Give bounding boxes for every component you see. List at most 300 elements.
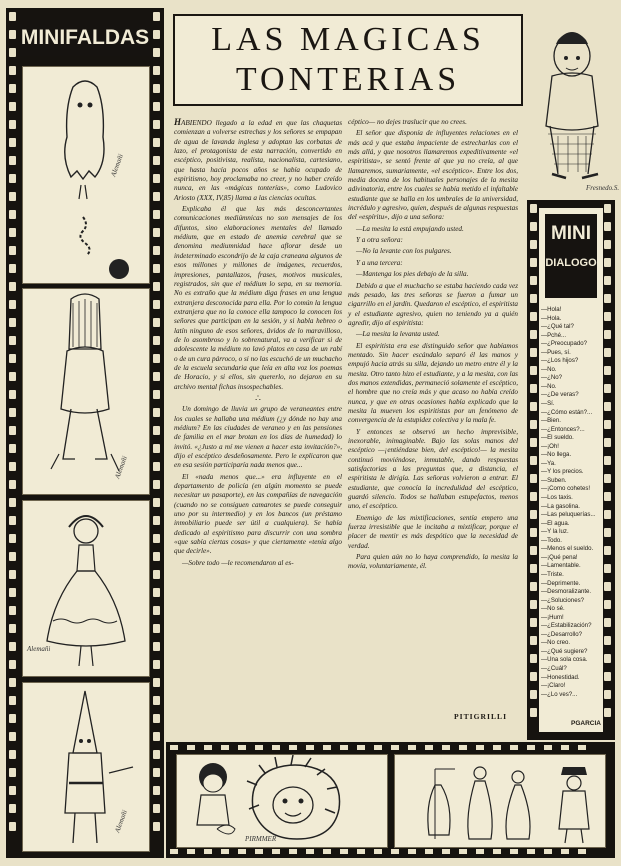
left-film-strip <box>6 8 164 858</box>
film-hole <box>530 690 537 699</box>
film-hole <box>391 745 399 750</box>
author-signature: PITIGRILLI <box>454 712 508 721</box>
film-hole <box>9 192 16 201</box>
film-hole <box>153 30 160 39</box>
film-hole <box>9 534 16 543</box>
film-hole <box>604 510 611 519</box>
film-hole <box>153 156 160 165</box>
film-hole <box>153 84 160 93</box>
film-hole <box>153 678 160 687</box>
film-hole <box>374 849 382 854</box>
section-tag: MINIFALDAS <box>20 20 150 56</box>
film-hole <box>9 462 16 471</box>
dialogue-line: —La gasolina. <box>541 502 580 510</box>
paragraph-text: El «nada menos que...» era influyente en el departamento de policía (en algún momento se puede necesitar un pasaporte), en las compañías de navegación (cuando no se consiguen camarotes se puede conseguir uno por su intermedio) y en los bancos (un préstamo inmobiliario puede ser útil a cualquiera). Se había dedicado al espiritismo para discurrir con una sombra «que sabía ciertas cosas» y que ciertamente «tenía algo que decirle». <box>174 472 342 556</box>
illustrator-signature-top: Fresnedo.S. <box>586 184 620 192</box>
film-hole <box>9 12 16 21</box>
paragraph: —No la levante con los pulgares. <box>356 247 452 256</box>
dialogue-line: —Bien. <box>541 417 561 425</box>
film-hole <box>9 300 16 309</box>
hooded-figure-illustration <box>22 288 150 495</box>
film-hole <box>153 480 160 489</box>
paragraph: Debido a que el muchacho se estaba haciendo cada vez más pesado, las tres señoras se fueron a fumar un cigarrillo en el jardín. Quedaron el escéptico, el espiritista y el estudiante agresivo, quien no teniendo ya a quién agredir, dijo al espiritista: <box>348 281 518 327</box>
paragraph: Y entonces se observó un hecho imprevisible, inexorable, inimaginable. Bajo las solas manos del escéptico —¡entiéndase bien, del escéptico!— la mesita continuó moviéndose, inmutable, dando respuestas satisfactorias a las preguntas que, a distancia, el espiritista le dirigía. Las señoras volvieron a entrar. El estudiante, que conocía la incredulidad del escéptico, guardó silencio. Todos se hallaban estupefactos, menos uno, el escéptico. <box>348 427 518 511</box>
film-hole <box>9 786 16 795</box>
film-hole <box>238 745 246 750</box>
film-hole <box>530 204 537 213</box>
title-line-1: LAS MAGICAS <box>211 21 485 58</box>
film-hole <box>9 174 16 183</box>
film-perforations-right <box>153 8 161 858</box>
film-hole <box>153 642 160 651</box>
film-hole <box>9 156 16 165</box>
mini-dialogo-text <box>541 306 603 699</box>
paragraph: —La mesita la levanta usted. <box>356 330 440 339</box>
dialogue-line: —No llega. <box>541 451 572 459</box>
film-hole <box>374 745 382 750</box>
film-hole <box>9 336 16 345</box>
film-hole <box>153 660 160 669</box>
film-hole <box>530 276 537 285</box>
film-hole <box>9 390 16 399</box>
film-hole <box>604 204 611 213</box>
film-hole <box>153 354 160 363</box>
film-hole <box>153 246 160 255</box>
paragraph-text: Un domingo de lluvia un grupo de veraneantes entre los cuales se hallaba una médium (¿y dónde no hay una médium? En las ciudades de veraneo y en las pensiones de familia en el mar brotan en los días de humedad) lo invitó. «¿Justo a mí me vienen a hacer esta invitación?», dijo el escéptico desdeñosamente. Pero le explicaron que en esa sesión participaría nada menos que... <box>174 405 342 470</box>
film-hole <box>527 745 535 750</box>
mini-dialogo-panel <box>539 208 603 732</box>
film-hole <box>604 276 611 285</box>
film-hole <box>340 849 348 854</box>
film-hole <box>153 390 160 399</box>
paragraph <box>174 559 342 568</box>
dialogue-line: —¿Entonces?... <box>541 425 585 433</box>
film-hole <box>604 420 611 429</box>
girl-dress-drawing <box>23 501 149 676</box>
film-hole <box>604 618 611 627</box>
film-hole <box>9 426 16 435</box>
dialogue-line: —¿De veras? <box>541 391 579 399</box>
film-hole <box>153 192 160 201</box>
mini-dialogo-credit: PGARCIA <box>571 720 601 727</box>
film-hole <box>604 258 611 267</box>
dialogue-line: —Triste. <box>541 570 564 578</box>
film-hole <box>530 708 537 717</box>
dialogue-line: —Y la luz. <box>541 528 569 536</box>
film-hole <box>221 849 229 854</box>
film-hole <box>153 588 160 597</box>
film-hole <box>9 318 16 327</box>
film-hole <box>238 849 246 854</box>
film-hole <box>9 498 16 507</box>
golfer-illustration <box>528 14 620 194</box>
film-hole <box>604 528 611 537</box>
film-hole <box>425 745 433 750</box>
film-hole <box>530 636 537 645</box>
bottom-film-strip <box>166 742 615 858</box>
dialogue-line: —¿Qué tal? <box>541 323 574 331</box>
film-hole <box>476 745 484 750</box>
film-hole <box>530 294 537 303</box>
film-hole <box>9 282 16 291</box>
film-hole <box>530 582 537 591</box>
dialogue-line: —No. <box>541 382 557 390</box>
film-hole <box>153 336 160 345</box>
film-hole <box>604 240 611 249</box>
film-hole <box>357 745 365 750</box>
film-hole <box>153 120 160 129</box>
dialogue-line: —Ya. <box>541 459 556 467</box>
film-hole <box>9 228 16 237</box>
film-hole <box>153 732 160 741</box>
film-hole <box>153 534 160 543</box>
dialogue-line: —¿No? <box>541 374 562 382</box>
golfer-drawing <box>528 14 620 194</box>
film-hole <box>170 745 178 750</box>
svg-text:Alemañi: Alemañi <box>113 455 129 480</box>
film-hole <box>187 849 195 854</box>
film-hole <box>530 420 537 429</box>
dialogue-line: —¿Lo ves?... <box>541 690 578 698</box>
film-hole <box>357 849 365 854</box>
film-hole <box>9 588 16 597</box>
dialogue-line: —No sé. <box>541 605 565 613</box>
dialogue-line: —Honestidad. <box>541 673 580 681</box>
film-hole <box>153 624 160 633</box>
film-hole <box>187 745 195 750</box>
film-hole <box>604 312 611 321</box>
film-hole <box>604 690 611 699</box>
film-hole <box>272 745 280 750</box>
film-hole <box>153 210 160 219</box>
film-hole <box>604 582 611 591</box>
dress-shop-illustration <box>394 754 606 848</box>
film-hole <box>530 258 537 267</box>
film-hole <box>9 102 16 111</box>
mini-dialogo-title-1: MINI <box>550 223 592 244</box>
film-hole <box>153 696 160 705</box>
film-hole <box>604 384 611 393</box>
paragraph <box>174 205 342 392</box>
dress-shop-drawing <box>395 755 605 847</box>
film-perforations-top <box>170 745 611 751</box>
film-hole <box>493 849 501 854</box>
film-hole <box>9 480 16 489</box>
film-hole <box>425 849 433 854</box>
film-hole <box>153 498 160 507</box>
film-hole <box>289 849 297 854</box>
film-hole <box>530 600 537 609</box>
film-hole <box>9 516 16 525</box>
ghost-illustration <box>22 66 150 284</box>
film-hole <box>510 849 518 854</box>
film-hole <box>289 745 297 750</box>
section-break-mark: ∴ <box>255 392 261 403</box>
dialogue-line: —¿Soluciones? <box>541 596 585 604</box>
film-hole <box>604 564 611 573</box>
film-hole <box>530 348 537 357</box>
film-hole <box>153 714 160 723</box>
film-hole <box>604 294 611 303</box>
film-hole <box>604 348 611 357</box>
paragraph: —La mesita la está empujando usted. <box>356 224 464 233</box>
paragraph: Enemigo de las mixtificaciones, sentía empero una fuerza irresistible que le incitaba a mixtificar, porque el placer de mentir es más despótico que la necesidad de verdad. <box>348 513 518 550</box>
film-hole <box>530 510 537 519</box>
film-hole <box>9 66 16 75</box>
film-hole <box>9 768 16 777</box>
film-hole <box>153 804 160 813</box>
mini-dialogo-tag <box>545 214 597 298</box>
drop-cap: H <box>174 117 182 127</box>
title-line-2: TONTERIAS <box>235 61 461 98</box>
film-hole <box>604 438 611 447</box>
dialogue-line: —¿Preocupado? <box>541 340 588 348</box>
paragraph-text: —Sobre todo —le recomendaron al es- <box>182 558 294 567</box>
film-hole <box>153 174 160 183</box>
mini-dialogo-title-2: DIALOGO <box>545 257 597 269</box>
dialogue-line: —¿Estabilización? <box>541 622 592 630</box>
film-hole <box>530 240 537 249</box>
paragraph: Y a una tercera: <box>356 258 403 267</box>
film-hole <box>9 678 16 687</box>
dialogue-line: —¡Claro! <box>541 682 566 690</box>
film-hole <box>323 849 331 854</box>
dialogue-line: —Desmoralizante. <box>541 588 592 596</box>
film-hole <box>530 474 537 483</box>
film-perforations-left <box>9 8 17 858</box>
paragraph: céptico— no dejes traslucir que no crees. <box>348 118 467 126</box>
film-hole <box>204 745 212 750</box>
paragraph: El señor que disponía de influyentes relaciones en el más acá y que estaba impaciente de estrecharlas con el más allá, y que nosotros llamaremos expeditivamente «el espiritista», se sentó frente al que ya no creía, al que llamaremos, sumariamente, «el escéptico». Entre los dos, media docena de los habituales personajes de la mesita adivinatoria, entre los cuales se había metido el infaltable estudiante que se halla en los umbrales de la universidad, incrédulo y agresivo, quien, después de algunas respuestas del «espíritu», dijo a una señora: <box>348 129 518 222</box>
film-hole <box>221 745 229 750</box>
dialogue-line: —No creo. <box>541 639 571 647</box>
film-hole <box>306 745 314 750</box>
film-hole <box>476 849 484 854</box>
film-hole <box>153 606 160 615</box>
dialogue-line: —¿Desarrollo? <box>541 630 582 638</box>
film-hole <box>530 222 537 231</box>
film-hole <box>561 745 569 750</box>
film-hole <box>530 528 537 537</box>
film-hole <box>153 318 160 327</box>
film-hole <box>442 745 450 750</box>
film-hole <box>604 600 611 609</box>
film-hole <box>153 768 160 777</box>
film-hole <box>493 745 501 750</box>
film-hole <box>153 102 160 111</box>
dialogue-line: —¿Qué sugiere? <box>541 647 588 655</box>
film-hole <box>9 606 16 615</box>
svg-text:Alemañi: Alemañi <box>27 645 51 653</box>
film-hole <box>391 849 399 854</box>
film-hole <box>153 408 160 417</box>
film-hole <box>170 849 178 854</box>
film-hole <box>604 222 611 231</box>
film-hole <box>408 745 416 750</box>
film-hole <box>9 570 16 579</box>
article-title <box>173 14 523 106</box>
film-hole <box>527 849 535 854</box>
film-hole <box>9 624 16 633</box>
article-column-2 <box>348 118 518 574</box>
paragraph <box>174 405 342 470</box>
dialogue-line: —Hola. <box>541 314 562 322</box>
film-hole <box>153 750 160 759</box>
dialogue-line: —Todo. <box>541 536 563 544</box>
film-hole <box>255 849 263 854</box>
dialogue-line: —¿Cómo están?... <box>541 408 593 416</box>
dialogue-line: —Las peluquerías... <box>541 511 596 519</box>
film-hole <box>604 672 611 681</box>
film-hole <box>530 312 537 321</box>
film-hole <box>9 408 16 417</box>
film-hole <box>9 444 16 453</box>
dialogue-line: —No. <box>541 365 557 373</box>
film-hole <box>272 849 280 854</box>
paragraph <box>174 473 342 557</box>
film-hole <box>459 745 467 750</box>
film-hole <box>604 330 611 339</box>
film-hole <box>530 456 537 465</box>
film-hole <box>153 138 160 147</box>
dialogue-line: —El agua. <box>541 519 570 527</box>
film-hole <box>9 642 16 651</box>
article-column-1 <box>174 118 342 570</box>
paragraph-text: Explicaba él que las más desconcertantes comunicaciones mediúmnicas no son mensajes de los difuntos, sino elaboraciones mentales del llamado médium, que en estado de anemia cerebral que se denomina mediumnidad hace aflorar desde un indeterminado escondrijo de la caja craneana algunos de esos millones y millones de imágenes, recuerdos, impresiones, pantallazos, frases, motivos musicales, registrados, sin que el médium lo sepa, en su memoria. No es extraño que la médium diga frases en una lengua extranjera desconocida para ella. Por lo común la lengua extranjera que no la conoce ella tampoco la conocen los señores que participan en la sesión, y si habla hebreo o latín ninguno de esos señores, ávidos de lo maravilloso, de lo asombroso y lo sobrenatural, va a verificar si de adolescente la médium no lavó platos en casa de un rabí o de un cura párroco, o si no las escuchó de un muchacho de la escuela secundaria que leía en alta voz los poemas de Horacio, y si ellos, sin quererlo, no dejaron en su archivo mental fichas insospechables. <box>174 205 342 391</box>
film-hole <box>9 48 16 57</box>
dialogue-line: —Hola! <box>541 306 562 313</box>
dialogue-line: —Sí. <box>541 400 555 408</box>
svg-text:Alemañi: Alemañi <box>113 809 129 834</box>
dialogue-line: —Suben. <box>541 476 567 484</box>
film-hole <box>442 849 450 854</box>
ghost-drawing <box>23 67 149 283</box>
film-hole <box>578 849 586 854</box>
film-hole <box>459 849 467 854</box>
paragraph: El espiritista era ese distinguido señor que habíamos mentado. Sin hacer escándalo separó él las manos y empujó hacia atrás su silla, dejando un metro entre él y la mesita. Otro tanto hizo el estudiante, y a la mesita, con las dos manos extendidas, permaneció solamente el escéptico, el hombre que no creía más y que acaso no había creído nunca, y que en otras ocasiones había explicado que la mesita la mueven los espiritistas por un fenómeno de convergencia de la estupidez colectiva y la mala fe. <box>348 341 518 425</box>
dialogue-line: —Pché... <box>541 331 567 339</box>
film-hole <box>530 330 537 339</box>
film-hole <box>530 564 537 573</box>
dialogue-line: —¡Qué pena! <box>541 553 578 561</box>
dialogue-line: —Los taxis. <box>541 494 573 502</box>
film-hole <box>9 120 16 129</box>
dialogue-line: —Y los precios. <box>541 468 584 476</box>
film-hole <box>9 354 16 363</box>
film-hole <box>530 654 537 663</box>
film-hole <box>9 822 16 831</box>
pointed-hood-drawing <box>23 683 149 851</box>
paragraph-text: ABIENDO llegado a la edad en que las chaquetas comienzan a volverse estrechas y los señores se empapan de agua de lavanda inglesa y adoptan las corbatas de lazo, el protagonista de esta narración, convertido en escéptico, positivista, realista, nacionalista, cartesiano, que hasta hacía pocos años se había ocupado de espiritismo, hoy proclamaba no creer, y no haber creído nunca, en las «mágicas tonterías», como Ludovico Ariosto (XXX, IV,85) llama a las ciencias ocultas. <box>174 119 342 202</box>
film-hole <box>9 714 16 723</box>
film-hole <box>153 372 160 381</box>
film-hole <box>578 745 586 750</box>
dialogue-line: —¡Como cohetes! <box>541 485 591 493</box>
film-hole <box>153 426 160 435</box>
film-perforations-bottom <box>170 849 611 855</box>
dialogue-line: —¡Oh! <box>541 442 559 450</box>
dialogue-line: —Lamentable. <box>541 562 581 570</box>
film-hole <box>153 282 160 291</box>
film-hole <box>153 822 160 831</box>
film-hole <box>9 84 16 93</box>
film-hole <box>153 516 160 525</box>
dialogue-line: —¿Cuál? <box>541 664 567 672</box>
film-hole <box>153 552 160 561</box>
girl-dress-illustration <box>22 500 150 677</box>
paragraph: —Mantenga los pies debajo de la silla. <box>356 270 469 279</box>
film-hole <box>530 366 537 375</box>
pointed-hood-illustration <box>22 682 150 852</box>
dialogue-line: —Deprimente. <box>541 579 581 587</box>
film-hole <box>604 402 611 411</box>
film-hole <box>153 66 160 75</box>
hooded-figure-drawing <box>23 289 149 494</box>
film-hole <box>604 366 611 375</box>
film-hole <box>9 264 16 273</box>
film-hole <box>9 138 16 147</box>
paragraph <box>174 118 342 203</box>
boy-lion-drawing <box>177 755 387 847</box>
film-hole <box>9 210 16 219</box>
dialogue-line: —El sueldo. <box>541 434 574 442</box>
film-hole <box>153 12 160 21</box>
film-hole <box>530 384 537 393</box>
dialogue-line: —Una sola cosa. <box>541 656 588 664</box>
film-hole <box>153 570 160 579</box>
film-hole <box>530 402 537 411</box>
film-hole <box>544 849 552 854</box>
film-hole <box>604 636 611 645</box>
film-hole <box>561 849 569 854</box>
film-hole <box>153 786 160 795</box>
film-hole <box>153 264 160 273</box>
film-hole <box>9 552 16 561</box>
film-hole <box>255 745 263 750</box>
film-perforations-right <box>604 200 612 740</box>
film-perforations-left <box>530 200 538 740</box>
film-hole <box>604 474 611 483</box>
film-hole <box>604 492 611 501</box>
film-hole <box>153 48 160 57</box>
film-hole <box>204 849 212 854</box>
right-film-strip <box>527 200 615 740</box>
dialogue-line: —Menos el sueldo. <box>541 545 594 553</box>
illustrator-signature-bottom: PIRMMER <box>245 835 277 843</box>
film-hole <box>530 618 537 627</box>
film-hole <box>530 672 537 681</box>
film-hole <box>9 660 16 669</box>
dialogue-line: —¿Los hijos? <box>541 357 579 365</box>
film-hole <box>153 462 160 471</box>
dialogue-line: —¡Hum! <box>541 613 564 621</box>
film-hole <box>530 438 537 447</box>
film-hole <box>510 745 518 750</box>
boy-lion-illustration <box>176 754 388 848</box>
film-hole <box>604 708 611 717</box>
film-hole <box>9 30 16 39</box>
film-hole <box>530 492 537 501</box>
film-hole <box>9 246 16 255</box>
svg-text:Alemañi: Alemañi <box>109 153 125 178</box>
paragraph: Para quien aún no lo haya comprendido, la mesita la movía, voluntariamente, él. <box>348 553 518 571</box>
paragraph: Y a otra señora: <box>356 236 403 245</box>
film-hole <box>9 750 16 759</box>
film-hole <box>9 696 16 705</box>
film-hole <box>544 745 552 750</box>
film-hole <box>604 546 611 555</box>
film-hole <box>323 745 331 750</box>
